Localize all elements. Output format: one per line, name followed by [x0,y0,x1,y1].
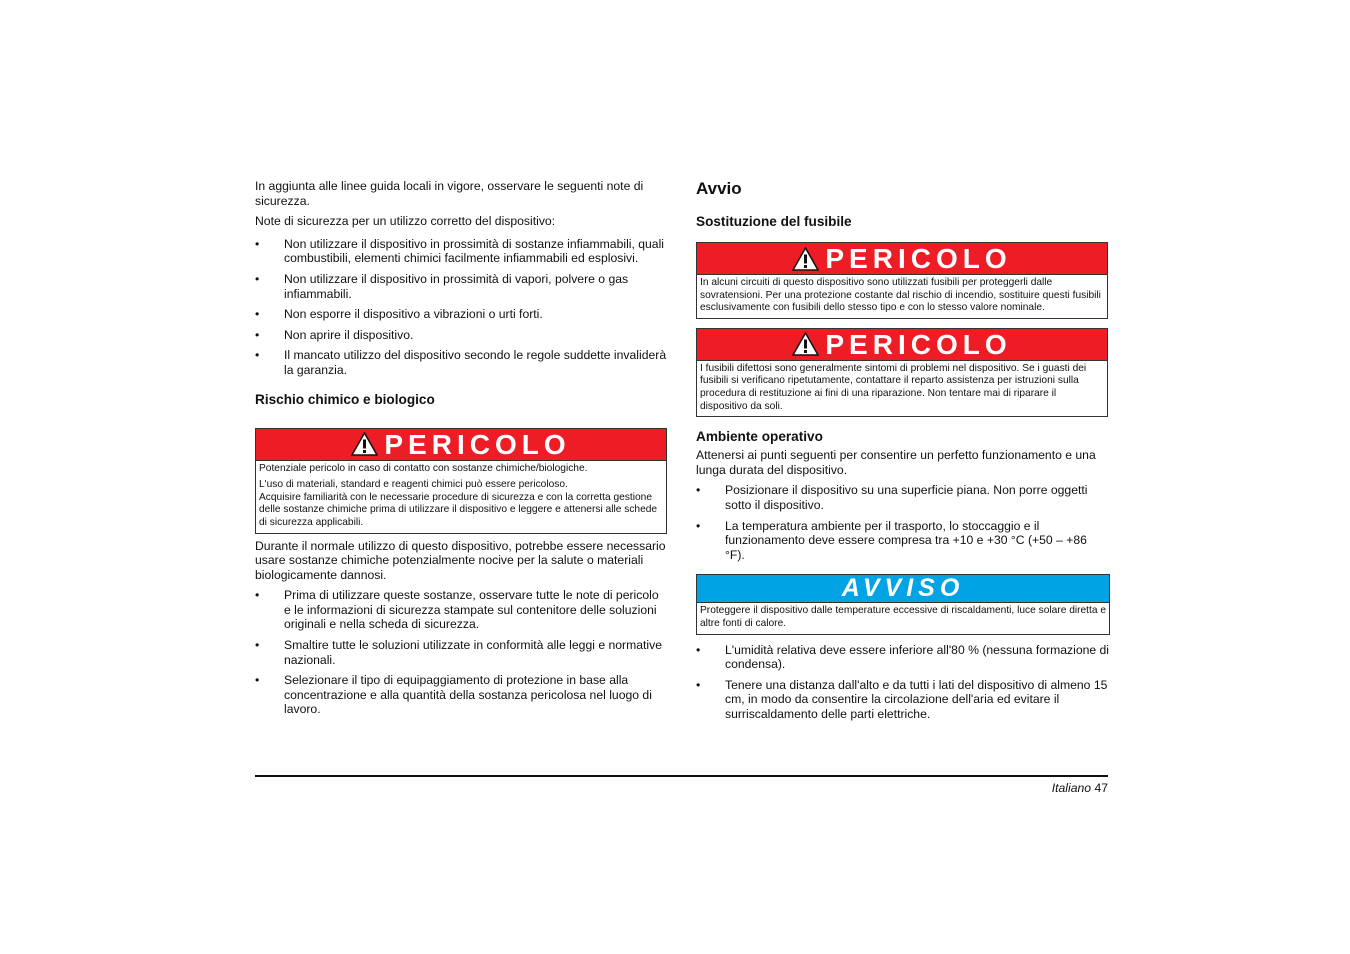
intro-note: Note di sicurezza per un utilizzo corretto del dispositivo: [255,214,556,229]
danger-body [697,275,1107,318]
chemical-list [255,588,667,717]
bullet-mark: • [255,673,260,688]
notice-box [696,574,1110,634]
notice-body [697,603,1109,633]
intro-paragraph: In aggiunta alle linee guida locali in vigore, osservare le seguenti note di sicurezza. [255,179,644,208]
bullet-mark: • [255,271,260,286]
bullet-mark: • [696,642,701,657]
list-item: • Tenere una distanza dall'alto e da tutti i lati del dispositivo di almeno 15 cm, in modo da consentire la circolazione dell'aria ed evitare il surriscaldamento delle parti elettriche. [696,677,1108,721]
section-heading-environment: Ambiente operativo [696,429,823,445]
bullet-mark: • [255,327,260,342]
danger-body [697,361,1107,416]
list-item: • Non utilizzare il dispositivo in prossimità di vapori, polvere o gas infiammabili. [255,271,629,301]
section-heading-fuse: Sostituzione del fusibile [696,214,852,229]
bullet-mark: • [696,518,701,533]
list-item: • Prima di utilizzare queste sostanze, osservare tutte le note di pericolo e le informazioni di sicurezza stampate sul contenitore delle soluzioni originali e nella scheda di sicurezza. [255,588,659,632]
danger-header [697,243,1107,275]
danger-line: L'uso di materiali, standard e reagenti chimici può essere pericoloso. [259,479,568,491]
danger-title: PERICOLO [825,328,1012,360]
danger-text: I fusibili difettosi sono generalmente sintomi di problemi nel dispositivo. Se i guasti dei fusibili si verificano ripetutamente, contattare il reparto assistenza per istruzioni sulla procedura di restituzione ai fini di una riparazione. Non tentare mai di riparare il dispositivo da soli. [700,362,1087,412]
bullet-mark: • [255,348,260,363]
bullet-mark: • [255,638,260,653]
bullet-mark: • [255,236,260,251]
safety-list [255,237,667,378]
danger-line: Potenziale pericolo in caso di contatto con sostanze chimiche/biologiche. [259,462,588,474]
environment-paragraph: Attenersi ai punti seguenti per consentire un perfetto funzionamento e una lunga durata del dispositivo. [696,448,1096,477]
list-item: • Non utilizzare il dispositivo in prossimità di sostanze infiammabili, quali combustibili, elementi chimici facilmente infiammabili ed esplosivi. [255,236,665,266]
bullet-mark: • [255,588,260,603]
left-column [255,179,667,723]
list-item: • L'umidità relativa deve essere inferiore all'80 % (nessuna formazione di condensa). [696,642,1110,672]
list-item: • Posizionare il dispositivo su una superficie piana. Non porre oggetti sotto il dispositivo. [696,483,1088,512]
warning-triangle-icon [792,247,819,271]
bullet-mark: • [255,307,260,322]
environment-list-2 [696,643,1110,722]
chemical-paragraph: Durante il normale utilizzo di questo dispositivo, potrebbe essere necessario usare sostanze chimiche potenzialmente nocive per la salute o materiali biologicamente dannosi. [255,538,666,582]
bullet-mark: • [696,677,701,692]
warning-triangle-icon [351,432,378,456]
right-column [696,179,1110,727]
list-item: • La temperatura ambiente per il trasporto, lo stoccaggio e il funzionamento deve essere compresa tra +10 e +30 °C (+50 – +86 °F). [696,518,1087,562]
danger-header [697,329,1107,361]
list-item: • Non esporre il dispositivo a vibrazioni o urti forti. [255,307,543,322]
danger-title: PERICOLO [384,428,571,460]
list-item: • Smaltire tutte le soluzioni utilizzate in conformità alle leggi e normative nazionali. [255,638,662,667]
danger-text: In alcuni circuiti di questo dispositivo sono utilizzati fusibili per proteggerli dalle sovratensioni. Per una protezione costante dal rischio di incendio, sostituire questi fusibili esclusivamente con fusibili dello stesso tipo e con lo stesso valore nominale. [700,277,1101,314]
footer-rule [255,775,1108,777]
danger-box-fuse-2 [696,328,1108,417]
danger-title: PERICOLO [825,243,1012,274]
danger-header [256,429,666,461]
section-heading-chemical: Rischio chimico e biologico [255,391,435,407]
page-footer [1052,781,1108,795]
footer-language: Italiano [1051,781,1092,795]
notice-header [697,575,1109,603]
notice-text: Proteggere il dispositivo dalle temperature eccessive di riscaldamenti, luce solare diretta e altre fonti di calore. [700,605,1107,629]
list-item: • Selezionare il tipo di equipaggiamento di protezione in base alla concentrazione e alla quantità della sostanza pericolosa nel luogo di lavoro. [255,673,652,717]
list-item: • Il mancato utilizzo del dispositivo secondo le regole suddette invaliderà la garanzia. [255,348,667,377]
danger-body [256,461,666,533]
environment-list [696,483,1110,562]
list-item: • Non aprire il dispositivo. [255,327,414,342]
warning-triangle-icon [792,332,819,356]
page-number: 47 [1094,781,1108,795]
notice-title: AVVISO [841,574,965,603]
danger-line: Acquisire familiarità con le necessarie procedure di sicurezza e con la corretta gestione delle sostanze chimiche prima di utilizzare il dispositivo e leggere e attenersi alle schede di sicurezza applicabili. [259,491,658,528]
bullet-mark: • [696,483,701,498]
danger-box-chemical [255,428,667,534]
page-title: Avvio [696,179,742,198]
danger-box-fuse-1 [696,242,1108,319]
